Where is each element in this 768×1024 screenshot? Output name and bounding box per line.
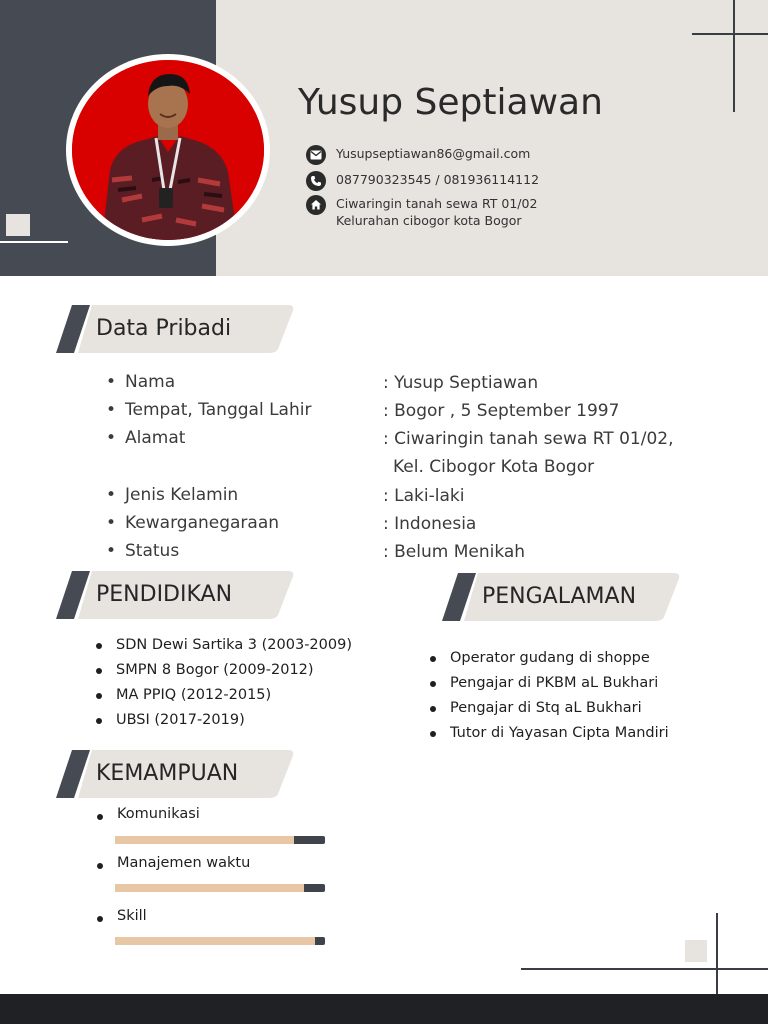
value-kewarganegaraan: : Indonesia — [383, 514, 477, 534]
contact-email — [306, 145, 530, 165]
address-text — [336, 195, 537, 229]
skill-bar-fill — [115, 836, 294, 844]
section-tag-kemampuan — [56, 750, 296, 798]
label-jenis-kelamin: Jenis Kelamin — [125, 485, 239, 505]
section-title: PENGALAMAN — [482, 584, 637, 609]
header-light-panel — [216, 0, 768, 276]
skill-label: Skill — [95, 908, 147, 924]
value-status: : Belum Menikah — [383, 542, 526, 562]
deco-square — [685, 940, 707, 962]
section-tag-pendidikan — [56, 571, 296, 619]
skill-label: Manajemen waktu — [95, 855, 250, 871]
bullet: • — [106, 428, 117, 448]
pengalaman-list — [428, 646, 669, 746]
deco-line-white — [0, 241, 68, 243]
deco-line-horizontal — [521, 968, 768, 970]
label-alamat: Alamat — [125, 428, 186, 448]
email-icon — [306, 145, 326, 165]
value-ttl: : Bogor , 5 September 1997 — [383, 401, 620, 421]
list-item: Operator gudang di shoppe — [428, 646, 669, 671]
list-item: Pengajar di PKBM aL Bukhari — [428, 671, 669, 696]
list-item: Pengajar di Stq aL Bukhari — [428, 696, 669, 721]
bullet: • — [106, 400, 117, 420]
address-line-2: Kelurahan cibogor kota Bogor — [336, 213, 522, 228]
person-photo-icon — [72, 60, 264, 240]
label-kewarganegaraan: Kewarganegaraan — [125, 513, 280, 533]
section-title: KEMAMPUAN — [96, 761, 239, 786]
skill-bar — [115, 937, 325, 945]
bullet: • — [106, 485, 117, 505]
label-status: Status — [125, 541, 180, 561]
value-alamat-line2: Kel. Cibogor Kota Bogor — [393, 457, 595, 477]
list-item: UBSI (2017-2019) — [94, 708, 352, 733]
avatar — [72, 60, 264, 240]
list-item: SDN Dewi Sartika 3 (2003-2009) — [94, 633, 352, 658]
skill-bar — [115, 836, 325, 844]
label-nama: Nama — [125, 372, 176, 392]
contact-phone — [306, 171, 539, 191]
value-alamat: : Ciwaringin tanah sewa RT 01/02, — [383, 429, 674, 449]
deco-square — [6, 214, 30, 236]
label-ttl: Tempat, Tanggal Lahir — [125, 400, 312, 420]
bullet: • — [106, 372, 117, 392]
phone-text[interactable]: 087790323545 / 081936114112 — [336, 172, 540, 187]
section-title: PENDIDIKAN — [96, 582, 233, 607]
home-icon — [306, 195, 326, 215]
list-item: SMPN 8 Bogor (2009-2012) — [94, 658, 352, 683]
section-title: Data Pribadi — [96, 316, 232, 341]
value-jenis-kelamin: : Laki-laki — [383, 486, 465, 506]
list-item: MA PPIQ (2012-2015) — [94, 683, 352, 708]
pendidikan-list — [94, 633, 352, 733]
list-item: Tutor di Yayasan Cipta Mandiri — [428, 721, 669, 746]
footer-bar — [0, 994, 768, 1024]
bullet: • — [106, 513, 117, 533]
value-nama: : Yusup Septiawan — [383, 373, 539, 393]
skill-label: Komunikasi — [95, 806, 200, 822]
bullet: • — [106, 541, 117, 561]
skill-bar — [115, 884, 325, 892]
email-text[interactable]: Yusupseptiawan86@gmail.com — [336, 146, 531, 161]
skill-bar-fill — [115, 937, 315, 945]
deco-line-vertical — [733, 0, 735, 112]
deco-line-horizontal — [692, 33, 768, 35]
section-tag-pengalaman — [442, 573, 682, 621]
address-line-1: Ciwaringin tanah sewa RT 01/02 — [336, 196, 538, 211]
candidate-name: Yusup Septiawan — [298, 82, 603, 123]
contact-address — [306, 195, 537, 229]
section-tag-data-pribadi — [56, 305, 296, 353]
skill-bar-fill — [115, 884, 304, 892]
phone-icon — [306, 171, 326, 191]
